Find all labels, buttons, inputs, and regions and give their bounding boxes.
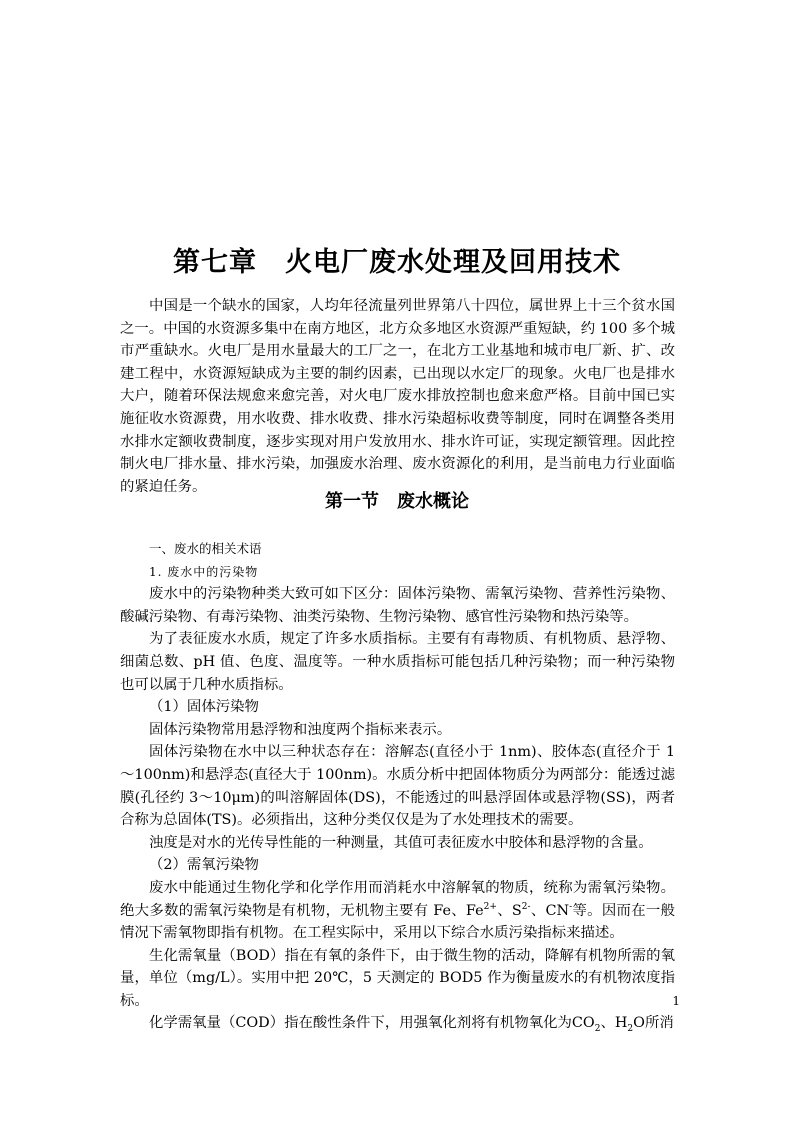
item-solid-pollutants-heading: （1）固体污染物: [149, 699, 259, 716]
section-body: [120, 538, 675, 1035]
paragraph-cod: 化学需氧量（COD）指在酸性条件下，用强氧化剂将有机物氧化为$CO_2$、$H_2O$所消: [149, 1015, 674, 1035]
section-title: 第一节 废水概论: [325, 491, 469, 512]
subheading-pollutants: 1. 废水中的污染物: [149, 564, 259, 579]
paragraph-bod: 生化需氧量（BOD）指在有氧的条件下，由于微生物的活动，降解有机物所需的氧量，单位（mg/L）。实用中把 20℃，5 天测定的 BOD5 作为衡量废水的有机物浓度指标。: [120, 947, 675, 1009]
paragraph-pollutant-types: 废水中的污染物种类大致可如下区分：固体污染物、需氧污染物、营养性污染物、酸碱污染物、有毒污染物、油类污染物、生物污染物、感官性污染物和热污染等。: [120, 586, 675, 625]
subheading-terms: 一、废水的相关术语: [149, 541, 262, 556]
paragraph-turbidity: 浊度是对水的光传导性能的一种测量，其值可表征废水中胶体和悬浮物的含量。: [149, 834, 653, 851]
paragraph-solid-states: 固体污染物在水中以三种状态存在：溶解态(直径小于 1nm)、胶体态(直径介于 1～100nm)和悬浮态(直径大于 100nm)。水质分析中把固体物质分为两部分：能透过滤膜(孔径约 3～10μm)的叫溶解固体(DS)，不能透过的叫悬浮固体或悬浮物(SS)，两者合称为总固体(TS)。必须指出，这种分类仅仅是为了水处理技术的需要。: [120, 744, 675, 829]
paragraph-oxygen-demanding: 废水中能通过生物化学和化学作用而消耗水中溶解氧的物质，统称为需氧污染物。绝大多数的需氧污染物是有机物，无机物主要有 Fe、$Fe^{2+}$、$S^{2-}$、CN-等。因而在一般情况下需氧物即指有机物。在工程实际中，采用以下综合水质污染指标来描述。: [120, 879, 675, 942]
item-oxygen-demanding-heading: （2）需氧污染物: [149, 857, 259, 874]
page-number: 1: [672, 994, 680, 1008]
chapter-title: 第七章 火电厂废水处理及回用技术: [173, 247, 621, 278]
paragraph-solid-indicators: 固体污染物常用悬浮物和浊度两个指标来表示。: [149, 721, 452, 738]
intro-paragraph: 中国是一个缺水的国家，人均年径流量列世界第八十四位，属世界上十三个贫水国之一。中国的水资源多集中在南方地区，北方众多地区水资源严重短缺，约 100 多个城市严重缺水。火电厂是用水量最大的工厂之一，在北方工业基地和城市电厂新、扩、改建工程中，水资源短缺成为主要的制约因素，已出现以水定厂的现象。火电厂也是排水大户，随着环保法规愈来愈完善，对火电厂废水排放控制也愈来愈严格。目前中国已实施征收水资源费，用水收费、排水收费、排水污染超标收费等制度，同时在调整各类用水排水定额收费制度，逐步实现对用户发放用水、排水许可证，实现定额管理。因此控制火电厂排水量、排水污染，加强废水治理、废水资源化的利用，是当前电力行业面临的紧迫任务。: [120, 298, 675, 495]
paragraph-water-quality-indicators: 为了表征废水水质，规定了许多水质指标。主要有有毒物质、有机物质、悬浮物、细菌总数、pH 值、色度、温度等。一种水质指标可能包括几种污染物；而一种污染物也可以属于几种水质指标。: [120, 631, 675, 693]
